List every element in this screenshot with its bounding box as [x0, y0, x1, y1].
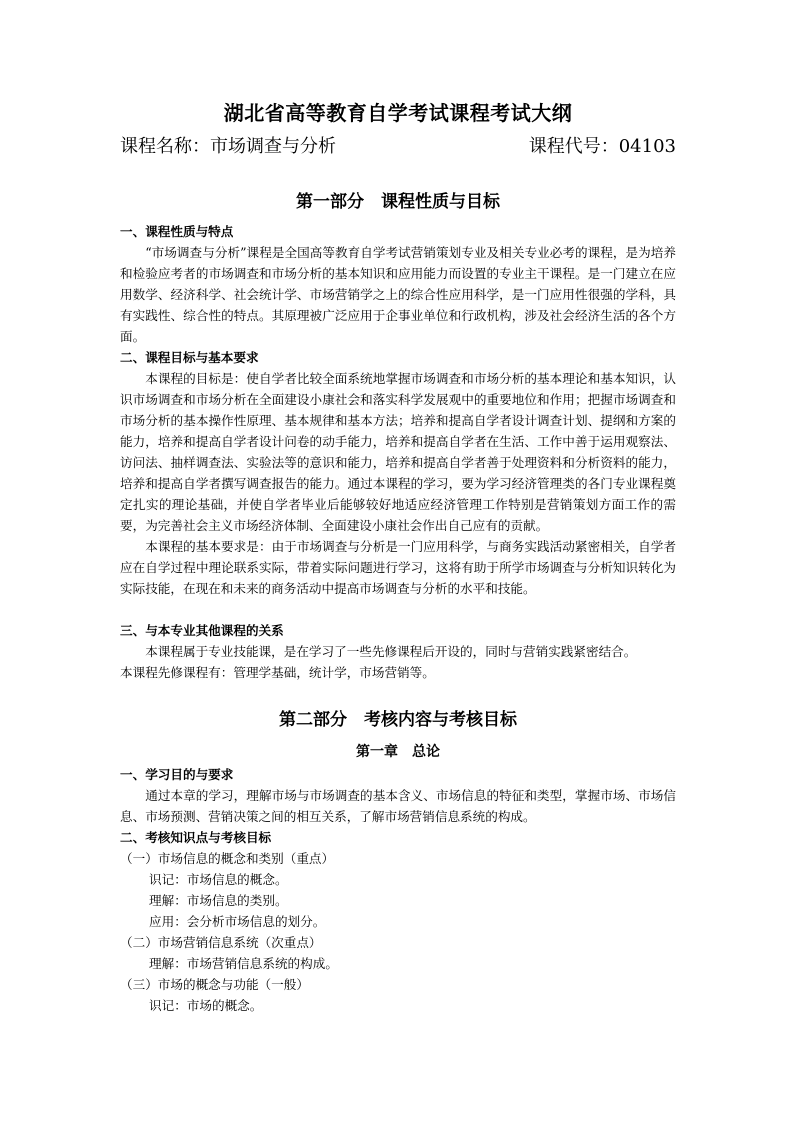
- part1-section2: [120, 347, 676, 599]
- part1-title: 第一部分 课程性质与目标: [296, 192, 500, 212]
- section-heading: 三、与本专业其他课程的关系: [120, 623, 284, 638]
- part2-section2: [120, 827, 676, 1016]
- point-title: （一）市场信息的概念和类别（重点）: [120, 851, 335, 866]
- section-paragraph: 本课程的基本要求是：由于市场调查与分析是一门应用科学，与商务实践活动紧密相关，自学者应在自学过程中理论联系实际，带着实际问题进行学习，这将有助于所学市场调查与分析知识转化为实际技能，在现在和未来的商务活动中提高市场调查与分析的水平和技能。: [120, 539, 676, 596]
- point-item: 理解：市场信息的类别。: [149, 893, 288, 908]
- chapter-title: 第一章 总论: [356, 744, 440, 760]
- point-item: 识记：市场信息的概念。: [149, 872, 288, 887]
- section-paragraph: 本课程属于专业技能课，是在学习了一些先修课程后开设的，同时与营销实践紧密结合。: [145, 644, 637, 659]
- section-continuation: 本课程先修课程有：管理学基础，统计学，市场营销等。: [120, 665, 435, 680]
- section-heading: 一、课程性质与特点: [120, 224, 234, 239]
- point-title: （三）市场的概念与功能（一般）: [120, 977, 309, 992]
- part2-title: 第二部分 考核内容与考核目标: [279, 710, 517, 730]
- point-item: 应用：会分析市场信息的划分。: [149, 914, 326, 929]
- section-heading: 二、考核知识点与考核目标: [120, 830, 272, 845]
- point-title: （二）市场营销信息系统（次重点）: [120, 935, 322, 950]
- point-item: 理解：市场营销信息系统的构成。: [149, 956, 338, 971]
- section-heading: 二、课程目标与基本要求: [120, 350, 259, 365]
- section-heading: 一、学习目的与要求: [120, 767, 234, 782]
- section-paragraph: “市场调查与分析”课程是全国高等教育自学考试营销策划专业及相关专业必考的课程，是为培养和检验应考者的市场调查和市场分析的基本知识和应用能力而设置的专业主干课程。是一门建立在应用数学、经济科学、社会统计学、市场营销学之上的综合性应用科学，是一门应用性很强的学科，具有实践性、综合性的特点。其原理被广泛应用于企事业单位和行政机构，涉及社会经济生活的各个方面。: [120, 245, 676, 344]
- section-paragraph: 本课程的目标是：使自学者比较全面系统地掌握市场调查和市场分析的基本理论和基本知识，认识市场调查和市场分析在全面建设小康社会和落实科学发展观中的重要地位和作用；把握市场调查和市场分析的基本操作性原理、基本规律和基本方法；培养和提高自学者设计调查计划、提纲和方案的能力，培养和提高自学者设计问卷的动手能力，培养和提高自学者在生活、工作中善于运用观察法、访问法、抽样调查法、实验法等的意识和能力，培养和提高自学者善于处理资料和分析资料的能力，培养和提高自学者撰写调查报告的能力。通过本课程的学习，要为学习经济管理类的各门专业课程奠定扎实的理论基础，并使自学者毕业后能够较好地适应经济管理工作特别是营销策划方面工作的需要，为完善社会主义市场经济体制、全面建设小康社会作出自己应有的贡献。: [120, 371, 676, 533]
- course-info-row: [120, 134, 676, 160]
- section-paragraph: 通过本章的学习，理解市场与市场调查的基本含义、市场信息的特征和类型，掌握市场、市场信息、市场预测、营销决策之间的相互关系，了解市场营销信息系统的构成。: [120, 788, 676, 824]
- part1-section3: [120, 620, 676, 683]
- course-name: 课程名称：市场调查与分析: [120, 136, 336, 157]
- point-item: 识记：市场的概念。: [149, 998, 263, 1013]
- part2-section1: [120, 764, 676, 827]
- part1-section1: [120, 221, 676, 347]
- document-title: 湖北省高等教育自学考试课程考试大纲: [223, 101, 573, 125]
- course-code: 课程代号：04103: [528, 136, 676, 157]
